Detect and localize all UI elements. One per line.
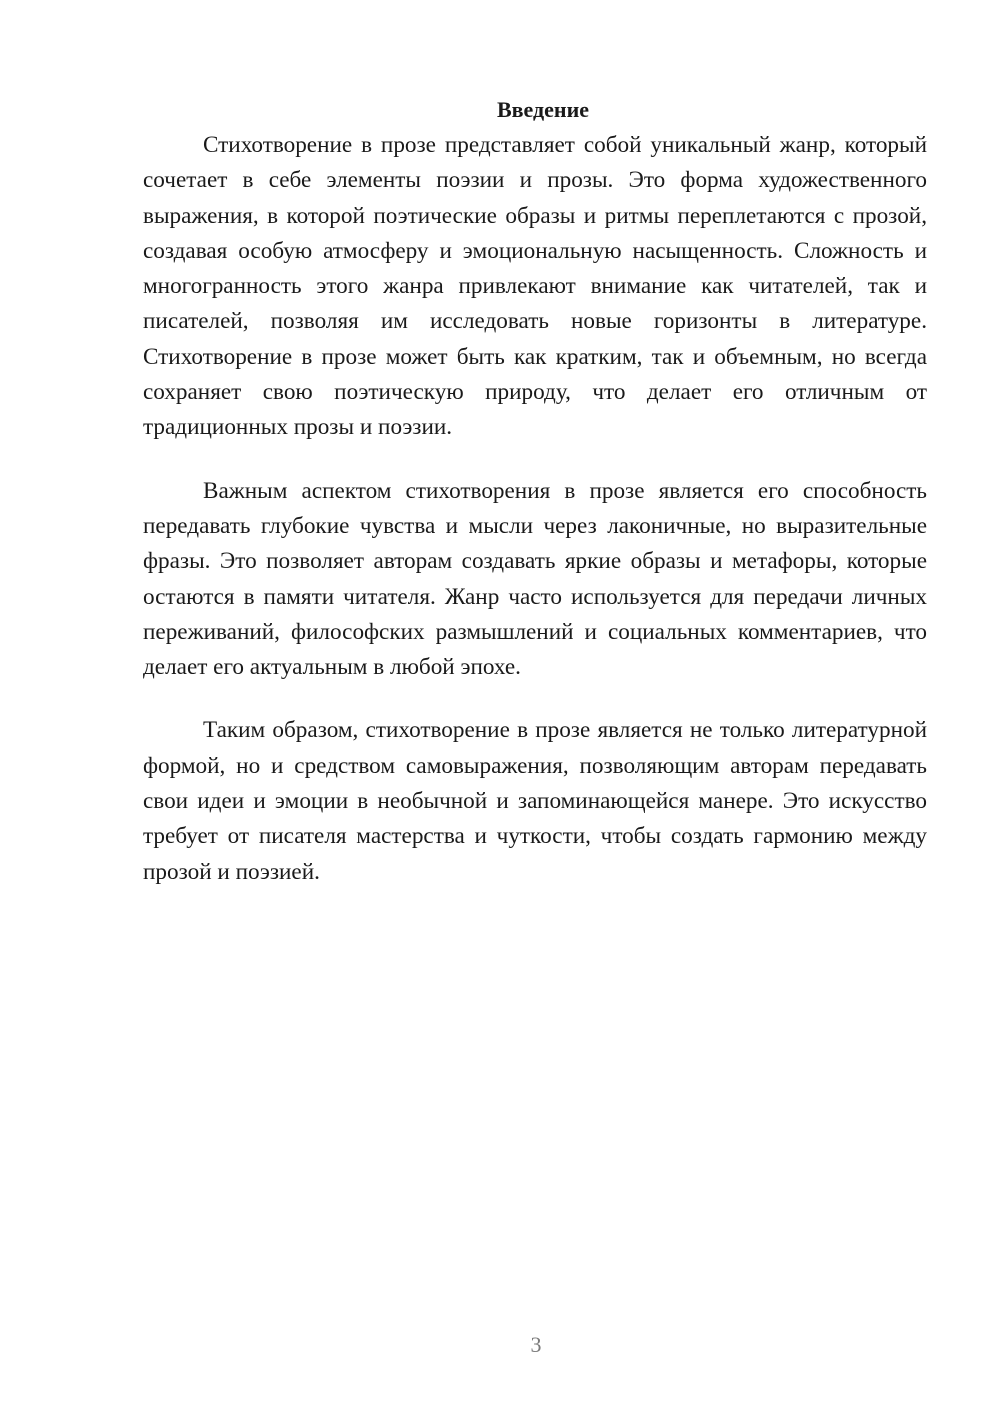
document-body [143,92,927,890]
page-number: 3 [530,1332,542,1357]
paragraph-1: Стихотворение в прозе представляет собой уникальный жанр, который сочетает в себе элементы поэзии и прозы. Это форма художественного выражения, в которой поэтические образы и ритмы переплетаются с прозой, создавая особую атмосферу и эмоциональную насыщенность. Сложность и многогранность этого жанра привлекают внимание как читателей, так и писателей, позволяя им исследовать новые горизонты в литературе. Стихотворение в прозе может быть как кратким, так и объемным, но всегда сохраняет свою поэтическую природу, что делает его отличным от традиционных прозы и поэзии. [143,132,927,441]
section-title: Введение [496,97,590,122]
paragraph-3: Таким образом, стихотворение в прозе является не только литературной формой, но и средством самовыражения, позволяющим авторам передавать свои идеи и эмоции в необычной и запоминающейся манере. Это искусство требует от писателя мастерства и чуткости, чтобы создать гармонию между прозой и поэзией. [143,717,927,885]
paragraph-2: Важным аспектом стихотворения в прозе является его способность передавать глубокие чувства и мысли через лаконичные, но выразительные фразы. Это позволяет авторам создавать яркие образы и метафоры, которые остаются в памяти читателя. Жанр часто используется для передачи личных переживаний, философских размышлений и социальных комментариев, что делает его актуальным в любой эпохе. [143,477,927,681]
